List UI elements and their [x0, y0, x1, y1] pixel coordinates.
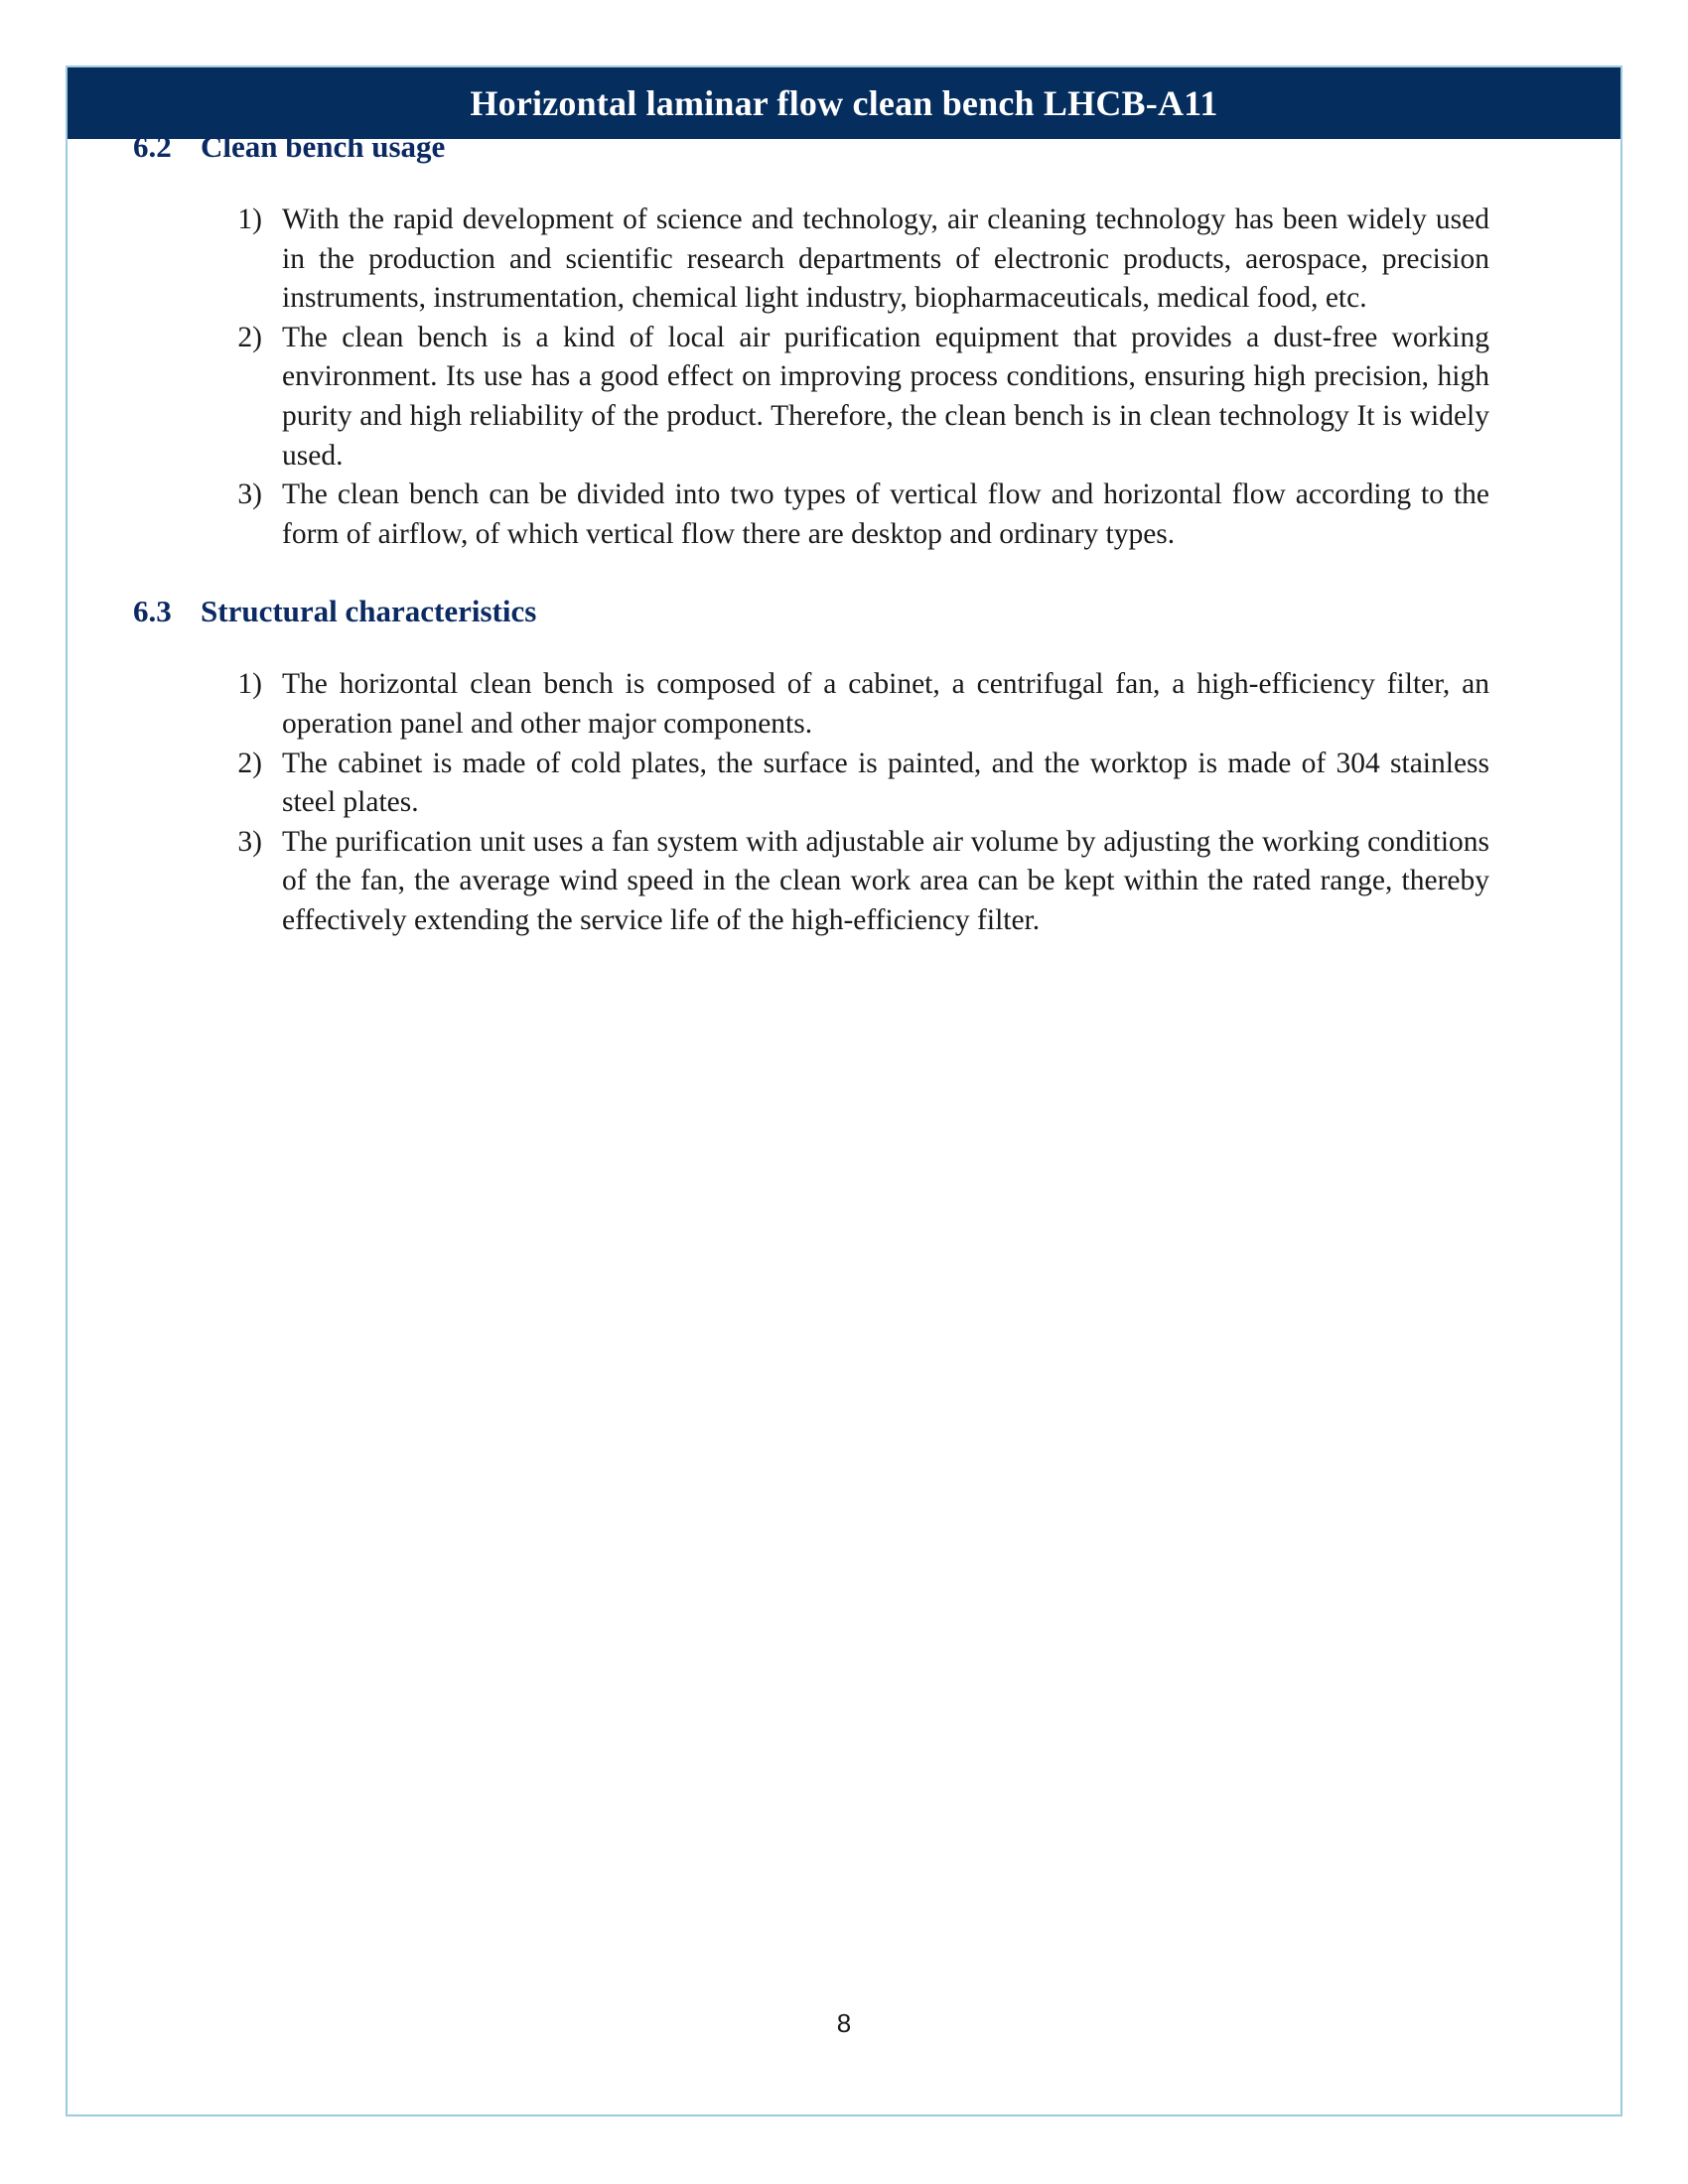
list-item [133, 745, 1493, 823]
section-gap [133, 554, 1493, 594]
list-item-number: 2) [237, 747, 262, 779]
usage-list [133, 201, 1493, 554]
list-item-text: The clean bench is a kind of local air purification equipment that provides a dust-free working environment. Its use has a good effect on improving process conditions, ensuring high precision, high purity and high reliability of the product. Therefore, the clean bench is in clean technology It is widely used. [282, 321, 1489, 472]
structure-list [133, 665, 1493, 940]
list-item-number: 3) [237, 478, 262, 511]
list-item-text: The clean bench can be divided into two types of vertical flow and horizontal flow according to the form of airflow, of which vertical flow there are desktop and ordinary types. [282, 478, 1489, 550]
section-heading-6-2 [133, 129, 1493, 165]
page-number: 8 [836, 2008, 852, 2038]
list-item-text: The cabinet is made of cold plates, the surface is painted, and the worktop is made of 304 stainless steel plates. [282, 747, 1489, 819]
list-item-number: 2) [237, 321, 262, 353]
list-item-text: The horizontal clean bench is composed of a cabinet, a centrifugal fan, a high-efficiency filter, an operation panel and other major components. [282, 668, 1489, 740]
list-item [133, 823, 1493, 941]
list-item-number: 1) [237, 668, 262, 701]
list-item [133, 665, 1493, 744]
list-item-text: With the rapid development of science and technology, air cleaning technology has been widely used in the production and scientific research departments of electronic products, aerospace, precision instruments, instrumentation, chemical light industry, biopharmaceuticals, medical food, etc. [282, 204, 1489, 315]
list-item [133, 476, 1493, 554]
content [133, 129, 1493, 941]
section-title: Structural characteristics [201, 594, 537, 629]
list-item [133, 201, 1493, 319]
document-title: Horizontal laminar flow clean bench LHCB-A11 [470, 83, 1218, 123]
section-number: 6.2 [133, 129, 172, 164]
list-item-text: The purification unit uses a fan system with adjustable air volume by adjusting the working conditions of the fan, the average wind speed in the clean work area can be kept within the rated range, thereby effectively extending the service life of the high-efficiency filter. [282, 825, 1489, 936]
list-item [133, 319, 1493, 476]
section-number: 6.3 [133, 594, 172, 629]
section-heading-6-3 [133, 594, 1493, 629]
list-item-number: 1) [237, 204, 262, 235]
list-item-number: 3) [237, 825, 262, 858]
section-title: Clean bench usage [201, 129, 446, 164]
